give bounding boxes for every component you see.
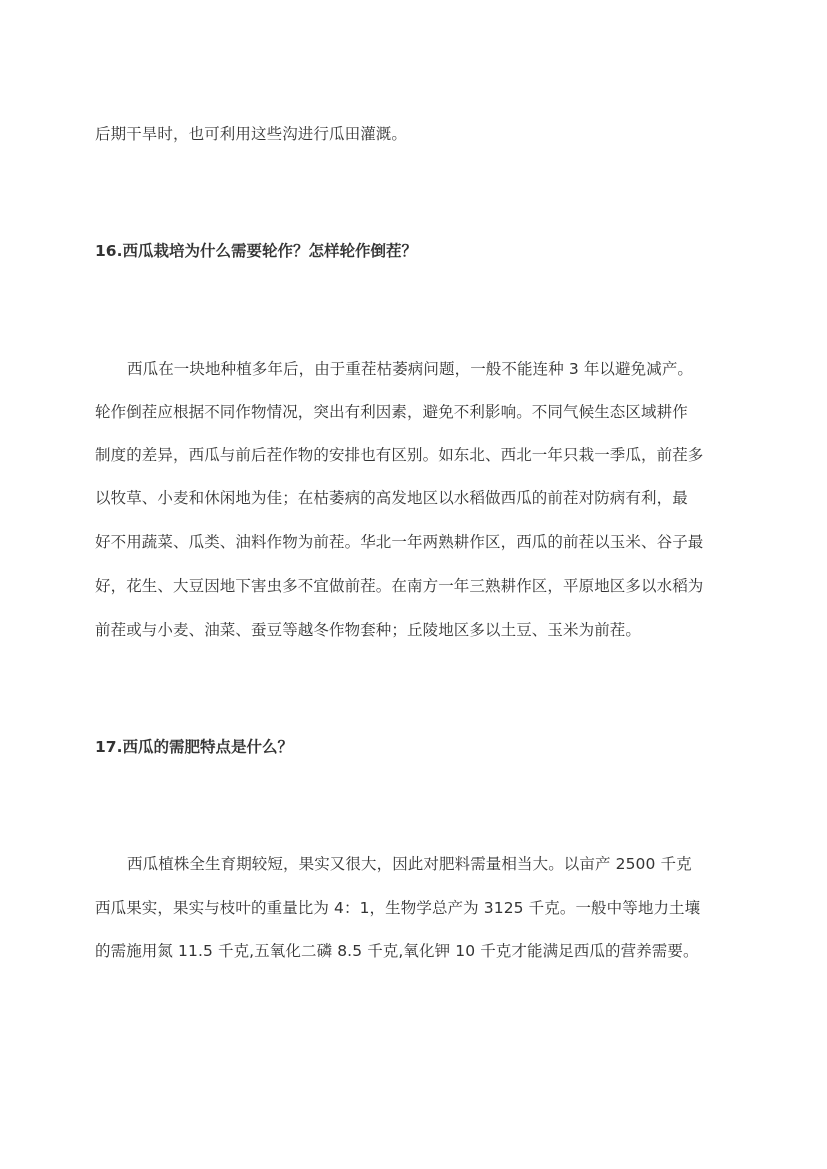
paragraph-line: 西瓜果实，果实与枝叶的重量比为 4：1，生物学总产为 3125 千克。一般中等地力土壤 — [95, 899, 701, 917]
paragraph-line: 制度的差异，西瓜与前后茬作物的安排也有区别。如东北、西北一年只栽一季瓜，前茬多 — [95, 446, 704, 464]
paragraph-line: 西瓜植株全生育期较短，果实又很大，因此对肥料需量相当大。以亩产 2500 千克 — [127, 855, 692, 873]
paragraph-line: 西瓜在一块地种植多年后，由于重茬枯萎病问题，一般不能连种 3 年以避免减产。 — [127, 360, 694, 378]
paragraph-line: 以牧草、小麦和休闲地为佳；在枯萎病的高发地区以水稻做西瓜的前茬对防病有利，最 — [95, 489, 688, 507]
paragraph-line: 好不用蔬菜、瓜类、油料作物为前茬。华北一年两熟耕作区，西瓜的前茬以玉米、谷子最 — [95, 533, 704, 551]
intro-paragraph-line: 后期干旱时，也可利用这些沟进行瓜田灌溉。 — [95, 125, 408, 143]
paragraph-line: 的需施用氮 11.5 千克,五氧化二磷 8.5 千克,氧化钾 10 千克才能满足西瓜的营养需要。 — [95, 942, 699, 960]
paragraph-line: 前茬或与小麦、油菜、蚕豆等越冬作物套种；丘陵地区多以土豆、玉米为前茬。 — [95, 621, 642, 639]
paragraph-line: 好，花生、大豆因地下害虫多不宜做前茬。在南方一年三熟耕作区，平原地区多以水稻为 — [95, 577, 704, 595]
section-17-heading: 17.西瓜的需肥特点是什么？ — [95, 738, 293, 756]
section-16-heading: 16.西瓜栽培为什么需要轮作？怎样轮作倒茬？ — [95, 242, 417, 260]
paragraph-line: 轮作倒茬应根据不同作物情况，突出有利因素，避免不利影响。不同气候生态区域耕作 — [95, 403, 688, 421]
